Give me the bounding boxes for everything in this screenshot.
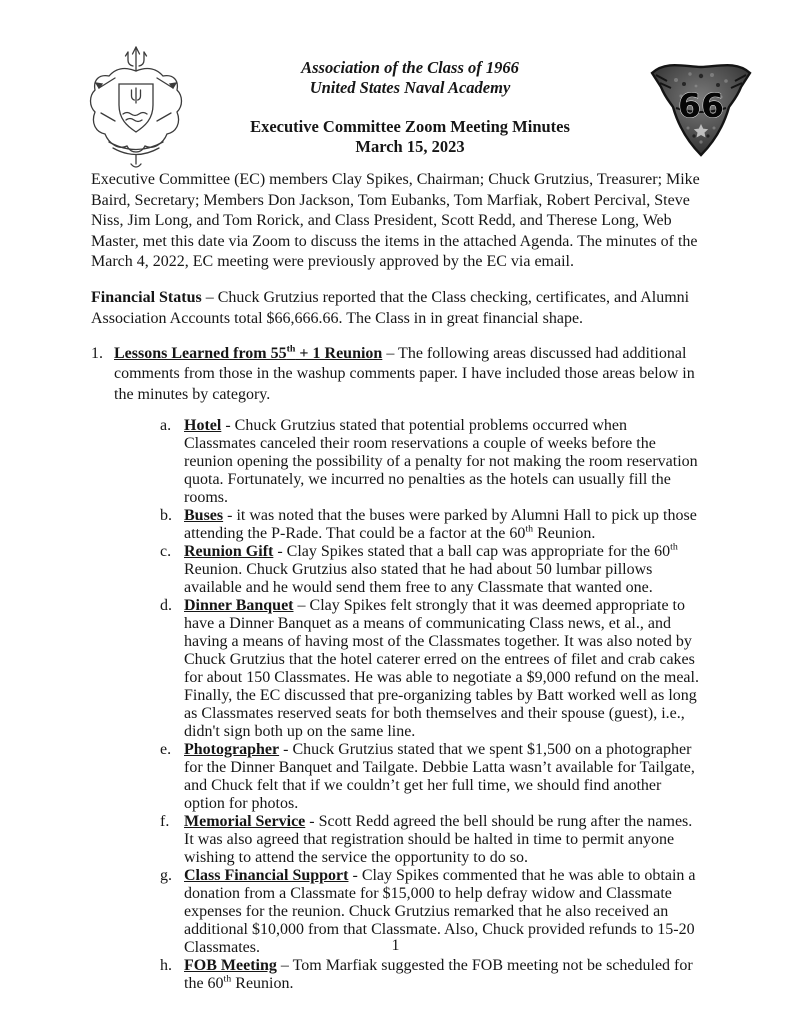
list-item-memorial-service <box>160 813 702 867</box>
financial-status-label: Financial Status <box>91 288 202 306</box>
document-header <box>0 0 791 170</box>
class-year-text: 66 <box>678 86 724 125</box>
item-title: Reunion Gift <box>184 543 274 561</box>
class-of-1966-crest-logo-icon <box>646 54 756 162</box>
page-number: 1 <box>391 937 400 954</box>
org-name-line2: United States Naval Academy <box>309 78 511 97</box>
list-item-buses <box>160 507 702 543</box>
item-letter: h. <box>160 957 172 975</box>
item-letter: f. <box>160 813 170 831</box>
meeting-title: Executive Committee Zoom Meeting Minutes <box>250 117 570 136</box>
item-text <box>184 957 702 993</box>
item-title: Hotel <box>184 417 222 435</box>
item-body: - Chuck Grutzius stated that we spent $1,500 on a photographer for the Dinner Banquet and Tailgate. Debbie Latta wasn’t available for Tailgate, and Chuck felt that if we couldn’t get her full time, we should find another option for photos. <box>184 741 695 813</box>
item-title: Dinner Banquet <box>184 597 294 615</box>
item-title: Memorial Service <box>184 813 306 831</box>
item-text <box>184 813 702 867</box>
item-letter: d. <box>160 597 172 615</box>
document-body <box>91 170 702 993</box>
title-gap <box>190 98 630 117</box>
item-1-body <box>114 344 702 993</box>
item-text <box>184 507 702 543</box>
item-letter: g. <box>160 867 172 885</box>
item-1-intro: – The following areas discussed had additional comments from those in the washup comments paper. I have included those areas below in the minutes by category. <box>114 345 695 403</box>
financial-status-text: – Chuck Grutzius reported that the Class checking, certificates, and Alumni Association Accounts total $66,666.66. The Class in in great financial shape. <box>91 288 690 327</box>
item-letter: c. <box>160 543 172 561</box>
item-body: - Clay Spikes commented that he was able to obtain a donation from a Classmate for $15,000 to help defray widow and Classmate expenses for the reunion. Chuck Grutzius remarked that he also received an additional $10,000 from that Classmate. Also, Chuck provided refunds to 15-20 Classmates. <box>184 867 696 957</box>
item-body: – Clay Spikes felt strongly that it was deemed appropriate to have a Dinner Banquet as a means of communicating Class news, et al., and having a means of having most of the Classmates together. It was also noted by Chuck Grutzius that the hotel caterer erred on the entrees of filet and crab cakes for about 150 Classmates. He was able to negotiate a $9,000 refund on the meal. Finally, the EC discussed that pre-organizing tables by Batt worked well as long as Classmates reserved seats for both themselves and their spouse (guest), i.e., didn't sign both up on the same line. <box>184 597 699 741</box>
list-item-fob-meeting <box>160 957 702 993</box>
list-item-photographer <box>160 741 702 813</box>
item-letter: e. <box>160 741 172 759</box>
item-title: Buses <box>184 507 224 525</box>
item-body: - Scott Redd agreed the bell should be rung after the names. It was also agreed that registration should be halted in time to permit anyone wishing to attend the service the opportunity to do so. <box>184 813 693 867</box>
item-body: – Tom Marfiak suggested the FOB meeting not be scheduled for the 60th Reunion. <box>184 957 693 993</box>
item-text <box>184 417 702 507</box>
header-titles <box>190 58 630 157</box>
intro-paragraph: Executive Committee (EC) members Clay Spikes, Chairman; Chuck Grutzius, Treasurer; Mike Baird, Secretary; Members Don Jackson, Tom Eubanks, Tom Marfiak, Robert Percival, Steve Niss, Jim Long, and Tom Rorick, and Class President, Scott Redd, and Therese Long, Web Master, met this date via Zoom to discuss the items in the attached Agenda. The minutes of the March 4, 2022, EC meeting were previously approved by the EC via email. <box>91 171 700 271</box>
item-title: FOB Meeting <box>184 957 277 975</box>
item-body: - Clay Spikes stated that a ball cap was appropriate for the 60th Reunion. Chuck Grutzius also stated that he had about 50 lumbar pillows available and he would send them free to any Classmate that wanted one. <box>184 541 678 597</box>
list-item-hotel <box>160 417 702 507</box>
item-text <box>184 543 702 597</box>
item-body: - it was noted that the buses were parked by Alumni Hall to pick up those attending the P-Rade. That could be a factor at the 60th Reunion. <box>184 507 697 543</box>
item-text <box>184 741 702 813</box>
item-title: Class Financial Support <box>184 867 349 885</box>
item-body: - Chuck Grutzius stated that potential problems occurred when Classmates canceled their room reservations a couple of weeks before the reunion opening the possibility of a penalty for not making the room reservation quota. Fortunately, we incurred no penalties as the hotels can usually fill the rooms. <box>184 417 698 507</box>
usna-crest-logo-icon <box>84 42 188 172</box>
lettered-sublist <box>160 417 702 993</box>
item-title: Photographer <box>184 741 280 759</box>
org-name-line1: Association of the Class of 1966 <box>301 58 519 77</box>
numbered-item-1 <box>91 344 702 993</box>
item-text <box>184 597 702 741</box>
item-1-heading: Lessons Learned from 55th + 1 Reunion <box>114 343 383 363</box>
financial-status-paragraph <box>91 288 702 329</box>
item-number: 1. <box>91 345 103 363</box>
list-item-reunion-gift <box>160 543 702 597</box>
item-letter: b. <box>160 507 172 525</box>
list-item-dinner-banquet <box>160 597 702 741</box>
item-letter: a. <box>160 417 172 435</box>
meeting-date: March 15, 2023 <box>355 137 465 156</box>
